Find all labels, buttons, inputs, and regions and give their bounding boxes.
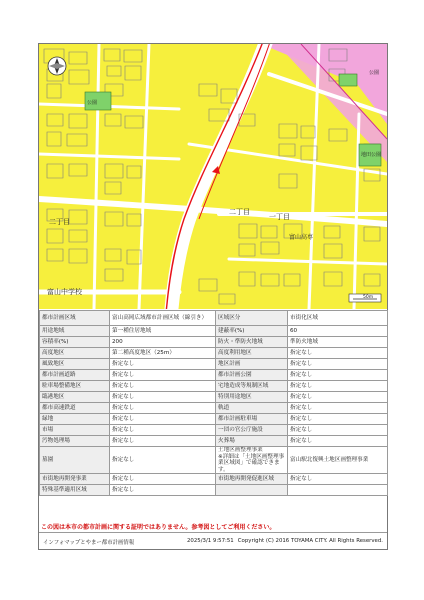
info-key-cell: 地区計画 xyxy=(216,359,288,370)
info-value-cell: 指定なし xyxy=(110,381,216,392)
info-row xyxy=(40,326,388,337)
footer-timestamp: 2025/3/1 9:57:51 xyxy=(187,538,234,544)
info-value-cell: 富山駅北復興土地区画整理事業 xyxy=(288,447,388,474)
info-value-cell: 指定なし xyxy=(288,392,388,403)
info-value-cell: 指定なし xyxy=(288,436,388,447)
info-value-cell: 指定なし xyxy=(288,414,388,425)
info-value-cell: 指定なし xyxy=(288,403,388,414)
zoning-map xyxy=(39,44,387,309)
info-row xyxy=(40,381,388,392)
info-key-cell: 区域区分 xyxy=(216,311,288,326)
label-block-3: 一丁目 xyxy=(269,213,290,221)
label-park-3: 地田公園 xyxy=(361,152,382,158)
info-row xyxy=(40,425,388,436)
info-value-cell: 200 xyxy=(110,337,216,348)
info-key-cell: 都市高速鉄道 xyxy=(40,403,110,414)
info-value-cell xyxy=(288,485,388,496)
label-block-2: 二丁目 xyxy=(229,208,250,216)
info-value-cell: 指定なし xyxy=(288,381,388,392)
info-row xyxy=(40,370,388,381)
label-block-1: 二丁目 xyxy=(49,218,70,226)
info-key-cell: 高度地区 xyxy=(40,348,110,359)
info-value-cell: 準防火地域 xyxy=(288,337,388,348)
scale-label: 50m xyxy=(363,295,374,300)
info-key-cell: 用途地域 xyxy=(40,326,110,337)
info-key-cell: 宅地造成等規制区域 xyxy=(216,381,288,392)
info-value-cell: 指定なし xyxy=(288,474,388,485)
park-area-north xyxy=(339,74,357,86)
info-value-cell: 指定なし xyxy=(110,436,216,447)
info-key-cell: 高度利用地区 xyxy=(216,348,288,359)
info-value-cell: 富山高岡広域都市計画区域（線引き） xyxy=(110,311,216,326)
info-row xyxy=(40,447,388,474)
info-key-cell: 都市計画公園 xyxy=(216,370,288,381)
info-key-cell: 特別用途地区 xyxy=(216,392,288,403)
info-value-cell: 60 xyxy=(288,326,388,337)
info-row xyxy=(40,414,388,425)
info-key-cell: 一団の官公庁施設 xyxy=(216,425,288,436)
info-key-cell: 防火・準防火地域 xyxy=(216,337,288,348)
north-arrow-icon xyxy=(48,57,66,75)
info-key-cell: 風致地区 xyxy=(40,359,110,370)
info-key-cell: 都市計画駐車場 xyxy=(216,414,288,425)
info-value-cell: 土地区画整理事業 ※詳細は「土地区画整理事業区域図」で確認できます。 xyxy=(216,447,288,474)
info-key-cell xyxy=(216,485,288,496)
info-key-cell: 火葬場 xyxy=(216,436,288,447)
info-value-cell: 指定なし xyxy=(288,425,388,436)
info-key-cell: 汚物処理場 xyxy=(40,436,110,447)
disclaimer-notice: この図は本市の都市計画に関する証明ではありません。参考図としてご利用ください。 xyxy=(41,524,276,531)
info-value-cell: 指定なし xyxy=(110,474,216,485)
label-park-2: 公園 xyxy=(369,70,380,76)
info-row xyxy=(40,348,388,359)
info-value-cell: 指定なし xyxy=(110,403,216,414)
info-value-cell: 指定なし xyxy=(110,414,216,425)
footer-copyright: Copyright (C) 2016 TOYAMA CITY. All Rights Reserved. xyxy=(237,538,383,544)
info-key-cell: 臨港地区 xyxy=(40,392,110,403)
label-park: 公園 xyxy=(87,100,98,106)
label-school: 富山中学校 xyxy=(47,288,82,296)
print-sheet xyxy=(38,43,388,550)
info-value-cell: 指定なし xyxy=(110,447,216,474)
info-key-cell: 特殊基準適用区域 xyxy=(40,485,110,496)
info-row xyxy=(40,392,388,403)
info-value-cell: 第一種住居地域 xyxy=(110,326,216,337)
page-footer xyxy=(39,532,387,549)
footer-app-name: インフォマップとやまー都市計画情報 xyxy=(43,540,135,546)
info-value-cell: 指定なし xyxy=(288,370,388,381)
info-value-cell: 市街化区域 xyxy=(288,311,388,326)
planning-info-body xyxy=(40,311,388,496)
info-row xyxy=(40,474,388,485)
info-row xyxy=(40,485,388,496)
info-value-cell: 指定なし xyxy=(110,485,216,496)
info-row xyxy=(40,359,388,370)
planning-info-table xyxy=(39,310,388,496)
info-row xyxy=(40,337,388,348)
info-key-cell: 容積率(%) xyxy=(40,337,110,348)
info-key-cell: 緑地 xyxy=(40,414,110,425)
info-key-cell: 駐車場整備地区 xyxy=(40,381,110,392)
info-row xyxy=(40,403,388,414)
info-key-cell: 墓園 xyxy=(40,447,110,474)
info-key-cell: 市街地再開発促進区域 xyxy=(216,474,288,485)
info-value-cell: 指定なし xyxy=(110,370,216,381)
info-key-cell: 都市計画道路 xyxy=(40,370,110,381)
info-value-cell: 指定なし xyxy=(288,359,388,370)
info-row xyxy=(40,311,388,326)
info-value-cell: 第二種高度地区（25m） xyxy=(110,348,216,359)
info-key-cell: 市場 xyxy=(40,425,110,436)
label-facility: 富山高専 xyxy=(289,234,314,241)
info-value-cell: 指定なし xyxy=(288,348,388,359)
info-key-cell: 都市計画区域 xyxy=(40,311,110,326)
info-key-cell: 軌道 xyxy=(216,403,288,414)
info-value-cell: 指定なし xyxy=(110,359,216,370)
info-row xyxy=(40,436,388,447)
info-value-cell: 指定なし xyxy=(110,425,216,436)
info-value-cell: 指定なし xyxy=(110,392,216,403)
info-key-cell: 建蔽率(%) xyxy=(216,326,288,337)
info-key-cell: 市街地再開発事業 xyxy=(40,474,110,485)
scale-bar xyxy=(349,294,381,302)
